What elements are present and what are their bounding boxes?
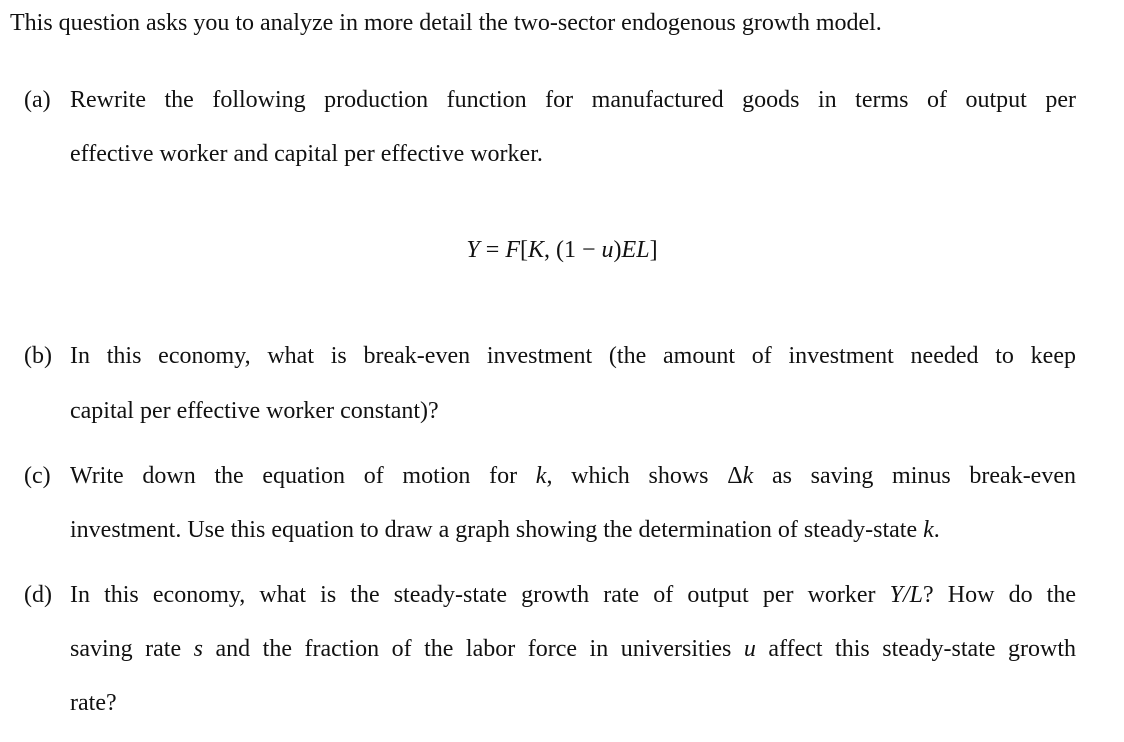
part-a-line-2: effective worker and capital per effective worker. [70, 141, 543, 167]
eq-F: F [505, 237, 520, 263]
part-c-line-1-b: , which shows Δ [546, 463, 743, 489]
part-c-line-1 [70, 458, 1076, 494]
eq-Y: Y [466, 237, 480, 263]
part-a-line-1: Rewrite the following production function for manufactured goods in terms of output per [70, 87, 1076, 113]
var-Y-over-L: Y/L [889, 582, 924, 608]
eq-open-bracket: [ [520, 237, 528, 263]
part-b-line-1: In this economy, what is break-even investment (the amount of investment needed to keep [70, 343, 1076, 369]
part-d-label: (d) [24, 582, 52, 608]
part-c-line-2-b: . [933, 517, 940, 543]
production-function-equation [0, 232, 1124, 268]
part-c-line-1-a: Write down the equation of motion for [70, 463, 536, 489]
eq-K: K [528, 237, 545, 263]
var-k: k [923, 517, 934, 543]
intro-text: This question asks you to analyze in more detail the two-sector endogenous growth model. [10, 10, 882, 36]
var-u: u [743, 636, 756, 662]
part-b-line-2: capital per effective worker constant)? [70, 398, 439, 424]
part-d-line-2-a: saving rate [70, 636, 194, 662]
part-d-line-3: rate? [70, 690, 117, 716]
eq-one-minus: , (1 − [544, 237, 602, 263]
eq-close-paren: ) [613, 237, 622, 263]
var-k: k [535, 463, 547, 489]
part-d-line-2-b: and the fraction of the labor force in universities [202, 636, 744, 662]
part-c-line-2-a: investment. Use this equation to draw a graph showing the determination of steady-state [70, 517, 924, 543]
eq-EL: EL [621, 237, 650, 263]
part-d-line-1 [70, 577, 1076, 613]
part-a-label: (a) [24, 87, 51, 113]
part-b-label: (b) [24, 343, 52, 369]
eq-equals: = [479, 237, 506, 263]
part-c-line-1-c: as saving minus break-even [753, 463, 1076, 489]
var-s: s [193, 636, 203, 662]
part-c-line-2 [70, 512, 1076, 548]
part-d-line-2 [70, 631, 1076, 667]
eq-close-bracket: ] [649, 237, 658, 263]
part-d-line-1-b: ? How do the [923, 582, 1076, 608]
var-k: k [742, 463, 754, 489]
part-d-line-1-a: In this economy, what is the steady-state growth rate of output per worker [70, 582, 890, 608]
part-d-line-2-c: affect this steady-state growth [755, 636, 1077, 662]
eq-u: u [601, 237, 614, 263]
part-c-label: (c) [24, 463, 51, 489]
